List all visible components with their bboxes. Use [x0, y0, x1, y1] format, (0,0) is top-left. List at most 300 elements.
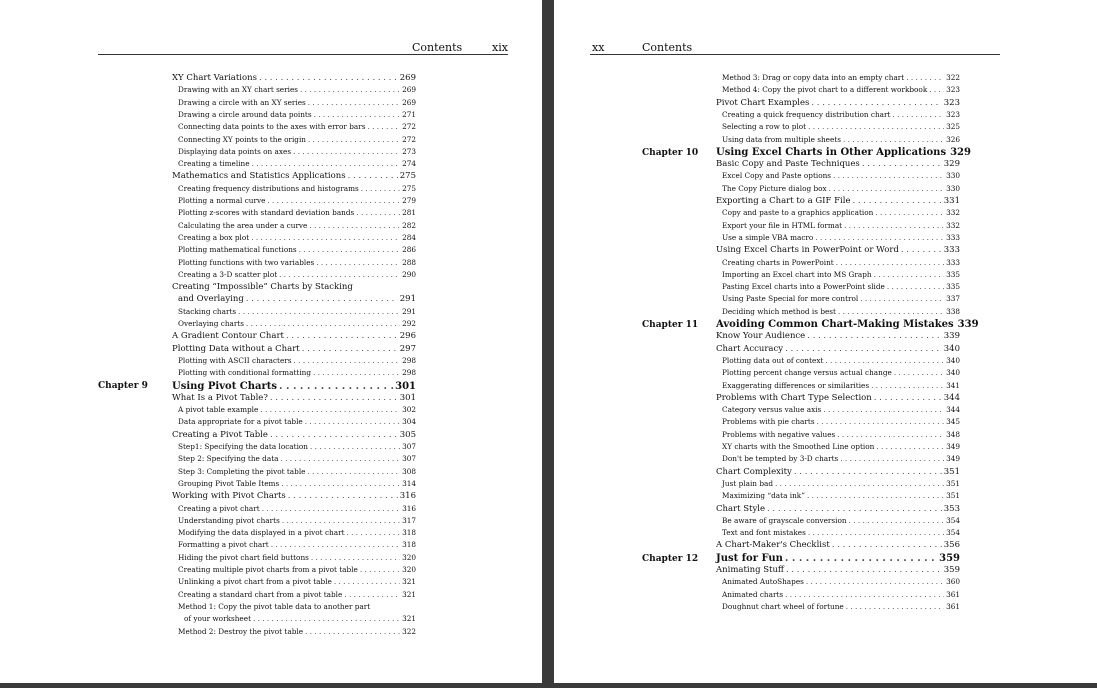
toc-entry	[722, 282, 960, 291]
toc-entry-page: 361	[946, 589, 960, 599]
dot-leader	[929, 85, 944, 94]
chapter-label: Chapter 10	[642, 148, 699, 158]
dot-leader	[238, 307, 400, 316]
toc-entry-title: A Gradient Contour Chart	[172, 331, 284, 342]
toc-entry	[722, 430, 960, 439]
dot-leader	[829, 184, 944, 193]
toc-entry	[178, 270, 416, 279]
toc-entry	[172, 171, 416, 181]
toc-entry-page: 321	[402, 589, 416, 599]
toc-entry-page: 318	[402, 528, 416, 538]
toc-entry-title: Selecting a row to plot	[722, 122, 807, 132]
toc-entry	[172, 282, 416, 292]
dot-leader	[262, 504, 400, 513]
toc-entry-title: Creating a 3-D scatter plot	[178, 269, 278, 279]
toc-entry	[722, 491, 960, 500]
toc-entry-title: Chart Style	[716, 503, 766, 514]
dot-leader	[808, 528, 944, 537]
dot-leader	[293, 147, 400, 156]
dot-leader	[838, 307, 944, 316]
toc-entry	[178, 196, 416, 205]
toc-entry	[722, 171, 960, 180]
toc-entry-page: 271	[402, 109, 416, 119]
header-rule	[98, 54, 508, 55]
toc-entry-page: 356	[943, 540, 960, 551]
toc-entry-page: 339	[943, 331, 960, 342]
toc-entry-page: 317	[402, 515, 416, 525]
dot-leader	[837, 430, 944, 439]
dot-leader	[267, 196, 400, 205]
toc-entry-title: Creating a Pivot Table	[172, 429, 268, 440]
toc-entry-page: 344	[946, 405, 960, 415]
dot-leader	[294, 356, 401, 365]
header-rule	[590, 54, 1000, 55]
toc-entry-title: Working with Pivot Charts	[172, 491, 286, 502]
toc-entry	[178, 221, 416, 230]
toc-entry-title: Plotting with ASCII characters	[178, 355, 292, 365]
toc-entry-title: Just for Fun	[716, 552, 783, 564]
toc-entry-page: 359	[939, 552, 960, 564]
toc-entry-title: Just plain bad	[722, 478, 774, 488]
toc-entry	[716, 553, 960, 565]
toc-entry-title: Exporting a Chart to a GIF File	[716, 196, 851, 206]
toc-entry	[716, 504, 960, 514]
toc-entry	[178, 528, 416, 537]
toc-entry-page: 330	[946, 183, 960, 193]
toc-entry	[178, 467, 416, 476]
dot-leader	[251, 233, 400, 242]
toc-entry-page: 340	[946, 355, 960, 365]
page-number: xix	[492, 41, 508, 54]
toc-entry-title: Creating “Impossible” Charts by Stacking	[172, 282, 353, 293]
toc-entry	[722, 356, 960, 365]
dot-leader	[279, 270, 400, 279]
dot-leader	[846, 602, 944, 611]
toc-entry-page: 351	[943, 466, 960, 477]
toc-entry-title: Plotting a normal curve	[178, 196, 266, 205]
toc-entry	[722, 442, 960, 451]
dot-leader	[360, 565, 400, 574]
page-gutter	[542, 0, 554, 688]
toc-entry-page: 340	[943, 343, 960, 354]
toc-entry-page: 332	[946, 208, 960, 218]
toc-entry	[722, 381, 960, 390]
toc-entry-title: Export your file in HTML format	[722, 220, 843, 230]
toc-entry-title: Modifying the data displayed in a pivot chart	[178, 528, 345, 538]
toc-entry	[172, 331, 416, 341]
toc-entry	[172, 381, 416, 393]
toc-entry-page: 333	[946, 232, 960, 242]
toc-entry-page: 288	[402, 257, 416, 267]
toc-entry	[722, 208, 960, 217]
toc-entry	[178, 233, 416, 242]
toc-entry-page: 318	[402, 540, 416, 550]
dot-leader	[282, 516, 400, 525]
toc-entry-page: 337	[946, 294, 960, 304]
toc-entry	[178, 122, 416, 131]
toc-entry-page: 301	[399, 392, 416, 403]
dot-leader	[862, 159, 942, 169]
toc-entry	[178, 208, 416, 217]
dot-leader	[307, 467, 400, 476]
toc-entry	[722, 122, 960, 131]
toc-entry-title: Displaying data points on axes	[178, 146, 292, 156]
toc-entry	[722, 294, 960, 303]
dot-leader	[281, 454, 401, 463]
dot-leader	[259, 73, 398, 83]
toc-entry-title: Mathematics and Statistics Applications	[172, 171, 346, 182]
toc-entry-title: Avoiding Common Chart-Making Mistakes	[716, 319, 954, 330]
toc-entry	[722, 577, 960, 586]
toc-entry-title: Problems with negative values	[722, 429, 836, 439]
toc-entry	[178, 442, 416, 451]
toc-entry-title: Plotting z-scores with standard deviation bands	[178, 208, 355, 218]
toc-entry	[722, 368, 960, 377]
toc-entry-page: 331	[943, 196, 960, 206]
toc-entry-title: Animated AutoShapes	[722, 577, 804, 587]
page-number: xx	[592, 41, 605, 54]
toc-entry-page: 321	[402, 577, 416, 587]
toc-entry-title: Method 3: Drag or copy data into an empty chart	[722, 73, 905, 82]
toc-entry	[722, 602, 960, 611]
dot-leader	[843, 135, 944, 144]
toc-entry-page: 273	[402, 146, 416, 156]
toc-entry-page: 286	[402, 245, 416, 255]
toc-entry-title: Creating a standard chart from a pivot table	[178, 589, 343, 599]
toc-entry-page: 316	[399, 491, 416, 502]
toc-entry-page: 333	[946, 257, 960, 267]
dot-leader	[288, 491, 398, 501]
toc-entry-page: 344	[943, 392, 960, 403]
dot-leader	[815, 233, 944, 242]
toc-entry-page: 351	[946, 478, 960, 488]
dot-leader	[906, 73, 944, 82]
dot-leader	[361, 184, 400, 193]
toc-entry	[178, 184, 416, 193]
toc-entry-page: 353	[943, 503, 960, 514]
toc-entry-title: Importing an Excel chart into MS Graph	[722, 269, 872, 279]
toc-entry-page: 329	[950, 146, 971, 158]
toc-entry	[178, 147, 416, 156]
toc-entry-title: Drawing a circle around data points	[178, 109, 312, 119]
toc-entry-page: 359	[943, 565, 960, 575]
toc-entry-page: 297	[399, 343, 416, 354]
toc-entry-page: 348	[946, 429, 960, 439]
toc-entry-title: Pivot Chart Examples	[716, 97, 810, 108]
toc-entry-page: 323	[946, 109, 960, 119]
toc-entry	[172, 491, 416, 501]
toc-entry-page: 275	[399, 171, 416, 182]
toc-entry-title: Using Pivot Charts	[172, 380, 278, 392]
toc-entry-title: and Overlaying	[178, 294, 244, 305]
toc-entry-page: 330	[946, 171, 960, 181]
dot-leader	[260, 405, 400, 414]
toc-entry	[716, 393, 960, 403]
toc-entry	[716, 565, 960, 575]
header-title: Contents	[412, 41, 463, 54]
toc-entry	[178, 553, 416, 562]
dot-leader	[311, 553, 400, 562]
dot-leader	[806, 577, 944, 586]
toc-entry-title: Grouping Pivot Table Items	[178, 478, 280, 488]
toc-entry-page: 281	[402, 208, 416, 218]
toc-entry-title: Using data from multiple sheets	[722, 134, 841, 144]
toc-entry-title: Doughnut chart wheel of fortune	[722, 601, 844, 611]
dot-leader	[808, 122, 944, 131]
toc-entry-page: 291	[399, 294, 416, 305]
toc-entry-title: Animated charts	[722, 589, 784, 599]
toc-entry-page: 302	[402, 405, 416, 415]
toc-entry-title: Hiding the pivot chart field buttons	[178, 552, 309, 562]
toc-entry-title: Chart Accuracy	[716, 343, 784, 354]
toc-entry-title: Plotting with conditional formatting	[178, 368, 312, 378]
dot-leader	[246, 319, 400, 328]
toc-entry	[178, 504, 416, 513]
dot-leader	[874, 270, 945, 279]
toc-entry-page: 284	[402, 232, 416, 242]
toc-entry-title: Excel Copy and Paste options	[722, 171, 832, 181]
toc-entry-title: Unlinking a pivot chart from a pivot table	[178, 577, 332, 587]
toc-entry-page: 349	[946, 442, 960, 451]
dot-leader	[314, 110, 400, 119]
dot-leader	[271, 540, 400, 549]
dot-leader	[252, 159, 401, 168]
toc-entry-title: Data appropriate for a pivot table	[178, 417, 303, 427]
dot-leader	[874, 393, 942, 403]
dot-leader	[286, 331, 398, 341]
toc-entry-page: 354	[946, 515, 960, 525]
toc-entry-title: Plotting percent change versus actual change	[722, 368, 892, 378]
chapter-label: Chapter 11	[642, 320, 699, 330]
toc-entry-title: Problems with pie charts	[722, 417, 815, 427]
dot-leader	[300, 85, 400, 94]
toc-entry-page: 361	[946, 601, 960, 611]
toc-entry-page: 307	[402, 454, 416, 464]
toc-entry-title: Method 1: Copy the pivot table data to another part	[178, 601, 371, 611]
dot-leader	[887, 282, 944, 291]
toc-entry-page: 338	[946, 306, 960, 316]
toc-entry-page: 305	[399, 429, 416, 440]
toc-entry-title: Exaggerating differences or similarities	[722, 380, 870, 390]
toc-entry-title: of your worksheet	[184, 614, 251, 624]
left-page	[0, 0, 542, 683]
toc-entry-page: 326	[946, 134, 960, 144]
toc-entry-title: What Is a Pivot Table?	[172, 392, 268, 403]
toc-entry	[722, 454, 960, 463]
toc-entry-page: 314	[402, 478, 416, 488]
toc-entry-page: 269	[402, 85, 416, 95]
dot-leader	[807, 331, 942, 341]
toc-entry-title: Copy and paste to a graphics application	[722, 208, 874, 218]
toc-entry	[178, 85, 416, 94]
toc-entry	[172, 344, 416, 354]
toc-entry	[722, 307, 960, 316]
dot-leader	[833, 171, 944, 180]
toc-entry	[172, 73, 416, 83]
dot-leader	[334, 577, 400, 586]
toc-entry-title: Creating charts in PowerPoint	[722, 257, 834, 267]
toc-entry-title: A pivot table example	[178, 405, 259, 415]
toc-entry	[178, 294, 416, 304]
toc-entry	[722, 73, 960, 82]
toc-entry-title: Understanding pivot charts	[178, 515, 280, 525]
toc-entry-title: Pasting Excel charts into a PowerPoint slide	[722, 282, 885, 292]
toc-entry-title: Use a simple VBA macro	[722, 232, 814, 242]
toc-entry-title: XY Chart Variations	[172, 73, 257, 83]
toc-entry-page: 298	[402, 368, 416, 378]
toc-entry-page: 290	[402, 269, 416, 279]
dot-leader	[305, 627, 400, 636]
toc-entry-page: 320	[402, 565, 416, 574]
chapter-label: Chapter 9	[98, 381, 148, 391]
toc-entry	[178, 405, 416, 414]
dot-leader	[767, 504, 942, 514]
dot-leader	[875, 208, 944, 217]
toc-entry	[178, 368, 416, 377]
toc-entry-page: 272	[402, 122, 416, 132]
toc-entry-page: 279	[402, 196, 416, 205]
dot-leader	[299, 245, 400, 254]
dot-leader	[270, 393, 398, 403]
toc-entry	[716, 319, 979, 331]
toc-entry-page: 341	[946, 380, 960, 390]
header-title: Contents	[642, 41, 693, 54]
toc-entry-page: 320	[402, 552, 416, 562]
dot-leader	[279, 381, 393, 393]
toc-entry-page: 351	[946, 491, 960, 501]
toc-entry-title: Be aware of grayscale conversion	[722, 515, 847, 525]
toc-entry-title: Step 3: Completing the pivot table	[178, 466, 306, 476]
dot-leader	[310, 442, 400, 451]
dot-leader	[817, 417, 944, 426]
dot-leader	[825, 356, 944, 365]
toc-entry-page: 345	[946, 417, 960, 427]
toc-entry	[178, 258, 416, 267]
toc-entry-title: Drawing with an XY chart series	[178, 85, 299, 95]
dot-leader	[871, 381, 944, 390]
toc-entry	[716, 540, 960, 550]
toc-entry-title: Problems with Chart Type Selection	[716, 392, 872, 403]
toc-entry-page: 321	[402, 614, 416, 624]
toc-entry-page: 298	[402, 355, 416, 365]
toc-entry-title: Overlaying charts	[178, 319, 245, 328]
dot-leader	[811, 98, 941, 108]
toc-entry-title: Step1: Specifying the data location	[178, 442, 309, 451]
toc-entry	[716, 245, 960, 255]
chapter-label: Chapter 12	[642, 554, 699, 564]
toc-entry	[722, 85, 960, 94]
dot-leader	[785, 553, 937, 565]
toc-entry-page: 272	[402, 134, 416, 144]
toc-entry-page: 301	[395, 380, 416, 392]
toc-entry-title: Deciding which method is best	[722, 306, 836, 316]
toc-entry-page: 296	[399, 331, 416, 342]
dot-leader	[270, 430, 398, 440]
toc-entry	[172, 393, 416, 403]
toc-entry	[184, 614, 416, 623]
toc-entry	[178, 319, 416, 328]
toc-entry	[178, 565, 416, 574]
toc-entry	[178, 540, 416, 549]
toc-entry-title: XY charts with the Smoothed Line option	[722, 442, 875, 451]
toc-entry-title: Plotting functions with two variables	[178, 257, 315, 267]
toc-entry-title: Step 2: Specifying the data	[178, 454, 279, 464]
dot-leader	[309, 221, 400, 230]
toc-entry-page: 335	[946, 269, 960, 279]
toc-entry-page: 333	[943, 245, 960, 256]
toc-entry	[178, 577, 416, 586]
dot-leader	[313, 368, 400, 377]
toc-entry-title: Drawing a circle with an XY series	[178, 97, 306, 107]
toc-entry	[722, 184, 960, 193]
toc-entry	[722, 479, 960, 488]
toc-entry-page: 274	[402, 159, 416, 169]
toc-entry-page: 332	[946, 220, 960, 230]
toc-entry-page: 307	[402, 442, 416, 451]
toc-entry	[716, 331, 960, 341]
toc-entry-title: Connecting XY points to the origin	[178, 134, 306, 144]
dot-leader	[305, 417, 400, 426]
toc-entry-title: Don't be tempted by 3-D charts	[722, 454, 839, 464]
toc-entry-title: Creating a pivot chart	[178, 503, 260, 513]
toc-entry-title: Plotting Data without a Chart	[172, 343, 300, 354]
toc-entry-title: Basic Copy and Paste Techniques	[716, 159, 860, 170]
dot-leader	[775, 479, 944, 488]
toc-entry-page: 323	[943, 97, 960, 108]
dot-leader	[344, 590, 400, 599]
toc-entry-page: 292	[402, 319, 416, 328]
dot-leader	[308, 98, 400, 107]
dot-leader	[807, 491, 944, 500]
toc-entry	[722, 233, 960, 242]
toc-entry-page: 322	[946, 73, 960, 82]
dot-leader	[853, 196, 942, 206]
toc-entry	[178, 417, 416, 426]
toc-entry-title: Plotting data out of context	[722, 355, 824, 365]
dot-leader	[368, 122, 401, 131]
toc-entry-title: Using Excel Charts in PowerPoint or Word	[716, 245, 899, 256]
toc-entry-page: 308	[402, 466, 416, 476]
dot-leader	[832, 540, 942, 550]
dot-leader	[894, 368, 944, 377]
toc-entry-page: 325	[946, 122, 960, 132]
dot-leader	[901, 245, 942, 255]
dot-leader	[281, 479, 400, 488]
toc-entry	[178, 110, 416, 119]
toc-entry	[178, 135, 416, 144]
toc-entry-title: Maximizing “data ink”	[722, 491, 805, 501]
dot-leader	[253, 614, 400, 623]
toc-entry	[178, 516, 416, 525]
toc-entry-title: Formatting a pivot chart	[178, 540, 269, 550]
toc-entry	[722, 590, 960, 599]
dot-leader	[786, 565, 942, 575]
toc-entry	[178, 356, 416, 365]
toc-entry	[722, 258, 960, 267]
toc-entry-title: Using Paste Special for more control	[722, 294, 859, 304]
dot-leader	[302, 344, 398, 354]
toc-entry-page: 269	[399, 73, 416, 83]
toc-entry	[178, 590, 416, 599]
toc-entry-title: Using Excel Charts in Other Applications	[716, 146, 947, 158]
toc-entry-page: 316	[402, 503, 416, 513]
toc-entry-page: 282	[402, 220, 416, 230]
toc-entry-title: Stacking charts	[178, 306, 237, 316]
dot-leader	[308, 135, 400, 144]
toc-entry	[178, 98, 416, 107]
dot-leader	[836, 258, 944, 267]
toc-entry-title: Creating frequency distributions and histograms	[178, 183, 359, 193]
